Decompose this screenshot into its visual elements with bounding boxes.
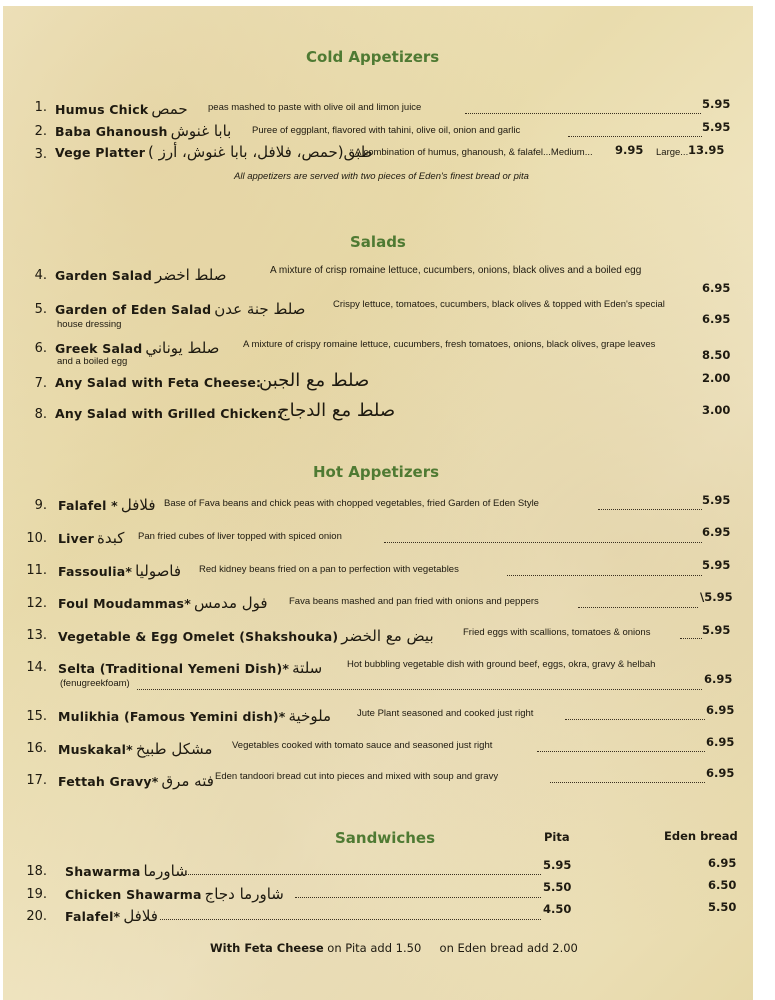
- item-name: Fettah Gravy* فته مرق: [58, 772, 214, 790]
- item-arabic-name: ( طبق(حمص، فلافل، بابا غنوش، أرز: [148, 143, 373, 161]
- item-description: Base of Fava beans and chick peas with chopped vegetables, fried Garden of Eden Style: [164, 498, 539, 509]
- item-name: Greek Salad صلط يوناني: [55, 339, 220, 357]
- item-price: 8.50: [702, 348, 731, 362]
- item-description-continued: house dressing: [57, 319, 122, 330]
- item-price: 6.95: [706, 735, 735, 749]
- item-description: peas mashed to paste with olive oil and limon juice: [208, 102, 422, 113]
- section-title-sandwiches: Sandwiches: [335, 829, 436, 847]
- item-name: Chicken Shawarma شاورما دجاج: [65, 885, 284, 903]
- item-name: Shawarma شاورما: [65, 862, 188, 880]
- item-number: 12.: [26, 596, 47, 611]
- column-header-pita: Pita: [544, 830, 570, 844]
- item-price-eden-bread: 6.95: [708, 856, 737, 870]
- item-name: Baba Ghanoush بابا غنوش: [55, 122, 232, 140]
- item-description: Pan fried cubes of liver topped with spiced onion: [138, 531, 342, 542]
- dot-leader: [160, 918, 541, 920]
- item-description-continued: (fenugreekfoam): [60, 678, 130, 689]
- item-number: 9.: [34, 498, 47, 513]
- dot-leader: [295, 896, 541, 898]
- item-price: 3.00: [702, 403, 731, 417]
- item-price: 5.95: [702, 623, 731, 637]
- item-name: Garden Salad صلط اخضر: [55, 266, 227, 284]
- item-arabic-name: فته مرق: [161, 772, 214, 790]
- dot-leader: [578, 606, 698, 608]
- item-number: 18.: [26, 864, 47, 879]
- item-arabic-name: صلط مع الدجاج: [278, 400, 396, 421]
- item-description: Red kidney beans fried on a pan to perfection with vegetables: [199, 564, 459, 575]
- item-description: Crispy lettuce, tomatoes, cucumbers, black olives & topped with Eden's special: [333, 299, 665, 310]
- item-number: 16.: [26, 741, 47, 756]
- item-description: Fava beans mashed and pan fried with onions and peppers: [289, 596, 539, 607]
- item-name: Liver كبدة: [58, 529, 125, 547]
- item-description: A combination of humus, ghanoush, & falafel...Medium...: [355, 147, 593, 158]
- item-price-pita: 5.50: [543, 880, 572, 894]
- dot-leader: [137, 688, 702, 690]
- item-name: Foul Moudammas* فول مدمس: [58, 594, 268, 612]
- item-description: Fried eggs with scallions, tomatoes & onions: [463, 627, 651, 638]
- item-description: A mixture of crisp romaine lettuce, cucumbers, onions, black olives and a boiled egg: [270, 265, 642, 276]
- dot-leader: [568, 135, 702, 137]
- size-label-large: Large...: [656, 147, 689, 158]
- item-arabic-name: صلط مع الجبن: [259, 370, 370, 391]
- item-arabic-name: صلط اخضر: [155, 266, 227, 284]
- item-price-medium: 9.95: [615, 143, 644, 157]
- item-number: 20.: [26, 909, 47, 924]
- dot-leader: [507, 574, 702, 576]
- section-title-salads: Salads: [350, 233, 406, 251]
- scan-edge-left: [0, 0, 3, 1000]
- item-price: \5.95: [700, 590, 733, 604]
- item-name: Mulikhia (Famous Yemini dish)* ملوخية: [58, 707, 332, 725]
- item-arabic-name: فلافل: [120, 496, 156, 514]
- dot-leader: [550, 781, 705, 783]
- item-name: Falafel* فلافل: [65, 907, 158, 925]
- item-number: 17.: [26, 773, 47, 788]
- dot-leader: [185, 873, 541, 875]
- dot-leader: [680, 637, 702, 639]
- item-description: Jute Plant seasoned and cooked just right: [357, 708, 534, 719]
- item-description: Vegetables cooked with tomato sauce and seasoned just right: [232, 740, 493, 751]
- item-price: 5.95: [702, 97, 731, 111]
- item-number: 15.: [26, 709, 47, 724]
- item-number: 4.: [34, 268, 47, 283]
- item-price-eden-bread: 6.50: [708, 878, 737, 892]
- feta-cheese-addon-note: With Feta Cheese on Pita add 1.50 on Eden bread add 2.00: [210, 941, 578, 955]
- item-price: 5.95: [702, 493, 731, 507]
- dot-leader: [565, 718, 705, 720]
- item-number: 6.: [34, 341, 47, 356]
- item-name: Humus Chick حمص: [55, 100, 188, 118]
- item-number: 3.: [34, 147, 47, 162]
- item-price: 6.95: [702, 281, 731, 295]
- item-arabic-name: ملوخية: [288, 707, 332, 725]
- item-arabic-name: شاورما دجاج: [204, 885, 284, 903]
- scan-edge-top: [0, 0, 775, 6]
- section-title-hot-appetizers: Hot Appetizers: [313, 463, 440, 481]
- item-arabic-name: مشكل طبيخ: [135, 740, 213, 758]
- dot-leader: [537, 750, 705, 752]
- item-name: Vege Platter: [55, 145, 146, 160]
- item-name: Selta (Traditional Yemeni Dish)* سلتة: [58, 659, 323, 677]
- appetizer-note: All appetizers are served with two pieces of Eden's finest bread or pita: [234, 171, 529, 182]
- item-arabic-name: بابا غنوش: [170, 122, 232, 140]
- section-title-cold-appetizers: Cold Appetizers: [306, 48, 440, 66]
- item-arabic-name: صلط جنة عدن: [214, 300, 306, 318]
- item-number: 10.: [26, 531, 47, 546]
- dot-leader: [598, 508, 702, 510]
- item-arabic-name: فول مدمس: [193, 594, 268, 612]
- item-name: Muskakal* مشكل طبيخ: [58, 740, 213, 758]
- column-header-eden-bread: Eden bread: [664, 829, 738, 843]
- item-price: 6.95: [706, 703, 735, 717]
- item-description: Hot bubbling vegetable dish with ground beef, eggs, okra, gravy & helbah: [347, 659, 656, 670]
- item-number: 13.: [26, 628, 47, 643]
- item-price-eden-bread: 5.50: [708, 900, 737, 914]
- item-number: 19.: [26, 887, 47, 902]
- dot-leader: [384, 541, 702, 543]
- item-price: 6.95: [706, 766, 735, 780]
- item-price: 2.00: [702, 371, 731, 385]
- item-price: 6.95: [704, 672, 733, 686]
- item-description: Eden tandoori bread cut into pieces and mixed with soup and gravy: [215, 771, 499, 782]
- item-number: 11.: [26, 563, 47, 578]
- item-arabic-name: شاورما: [143, 862, 188, 880]
- item-arabic-name: صلط يوناني: [145, 339, 220, 357]
- scan-edge-right: [753, 0, 775, 1000]
- item-price: 6.95: [702, 312, 731, 326]
- item-arabic-name: سلتة: [292, 659, 323, 677]
- item-description: A mixture of crispy romaine lettuce, cucumbers, fresh tomatoes, onions, black olives, grape leaves: [243, 339, 656, 350]
- item-arabic-name: بيض مع الخضر: [341, 627, 434, 645]
- item-price-pita: 5.95: [543, 858, 572, 872]
- item-number: 8.: [34, 407, 47, 422]
- item-arabic-name: حمص: [151, 100, 188, 118]
- item-name: Any Salad with Grilled Chicken:: [55, 406, 282, 421]
- item-description: Puree of eggplant, flavored with tahini, olive oil, onion and garlic: [252, 125, 521, 136]
- item-description-continued: and a boiled egg: [57, 356, 128, 367]
- item-price-pita: 4.50: [543, 902, 572, 916]
- item-name: Vegetable & Egg Omelet (Shakshouka) بيض مع الخضر: [58, 627, 434, 645]
- item-number: 5.: [34, 302, 47, 317]
- item-number: 2.: [34, 124, 47, 139]
- item-arabic-name: كبدة: [97, 529, 125, 547]
- item-name: Garden of Eden Salad صلط جنة عدن: [55, 300, 306, 318]
- item-price: 6.95: [702, 525, 731, 539]
- dot-leader: [465, 112, 701, 114]
- item-price: 13.95: [688, 143, 725, 157]
- item-arabic-name: فاصوليا: [135, 562, 182, 580]
- item-price: 5.95: [702, 558, 731, 572]
- item-number: 14.: [26, 660, 47, 675]
- item-number: 1.: [34, 100, 47, 115]
- item-price: 5.95: [702, 120, 731, 134]
- item-name: Any Salad with Feta Cheese:: [55, 375, 262, 390]
- item-number: 7.: [34, 376, 47, 391]
- item-arabic-name: فلافل: [123, 907, 158, 925]
- item-name: Fassoulia* فاصوليا: [58, 562, 182, 580]
- item-name: Falafel * فلافل: [58, 496, 156, 514]
